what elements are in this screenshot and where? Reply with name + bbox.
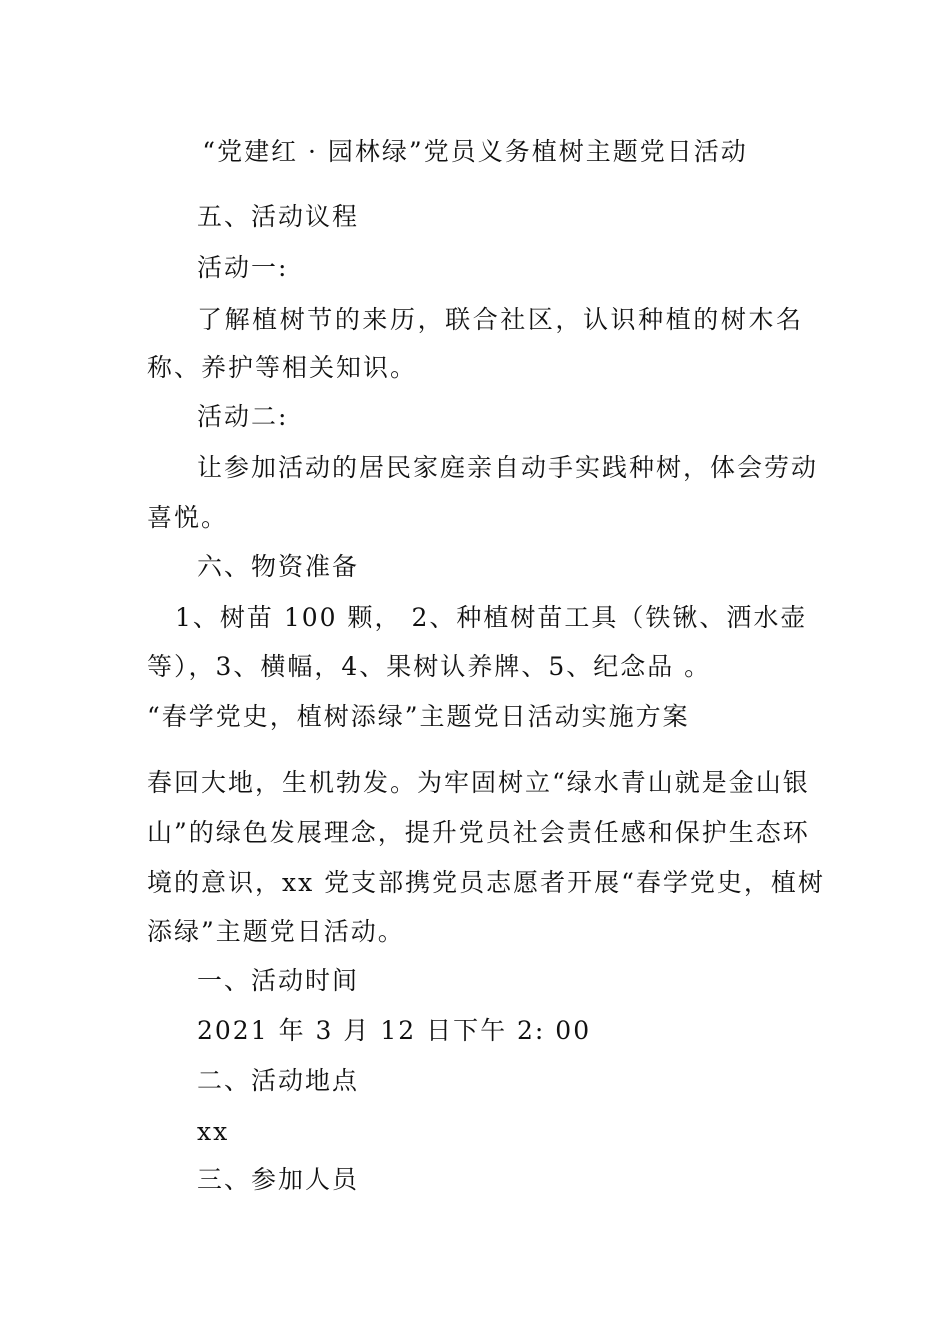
paragraph-line: 等），3、横幅，4、果树认养牌、5、纪念品 。: [147, 652, 712, 681]
paragraph-line: 了解植树节的来历，联合社区，认识种植的树木名: [197, 305, 803, 334]
paragraph-line: 山”的绿色发展理念，提升党员社会责任感和保护生态环: [147, 818, 810, 847]
section-heading-materials: 六、物资准备: [197, 552, 360, 581]
activity-date: 2021 年 3 月 12 日下午 2: 00: [197, 1016, 592, 1045]
section-heading-participants: 三、参加人员: [197, 1165, 360, 1194]
plan-title: “春学党史，植树添绿”主题党日活动实施方案: [147, 702, 690, 731]
section-heading-location: 二、活动地点: [197, 1066, 360, 1095]
document-title: “党建红 · 园林绿”党员义务植树主题党日活动: [202, 137, 748, 166]
activity-two-label: 活动二:: [197, 402, 289, 431]
paragraph-line: 春回大地，生机勃发。为牢固树立“绿水青山就是金山银: [147, 768, 810, 797]
paragraph-line: 称、养护等相关知识。: [147, 353, 418, 382]
activity-location: xx: [197, 1117, 230, 1146]
paragraph-line: 境的意识，xx 党支部携党员志愿者开展“春学党史，植树: [147, 868, 825, 897]
paragraph-line: 1、树苗 100 颗， 2、种植树苗工具（铁锹、洒水壶: [175, 603, 808, 632]
activity-one-label: 活动一:: [197, 253, 289, 282]
section-heading-time: 一、活动时间: [197, 966, 360, 995]
paragraph-line: 让参加活动的居民家庭亲自动手实践种树，体会劳动: [197, 453, 819, 482]
section-heading-agenda: 五、活动议程: [197, 202, 360, 231]
paragraph-line: 喜悦。: [147, 503, 229, 532]
paragraph-line: 添绿”主题党日活动。: [147, 917, 405, 946]
